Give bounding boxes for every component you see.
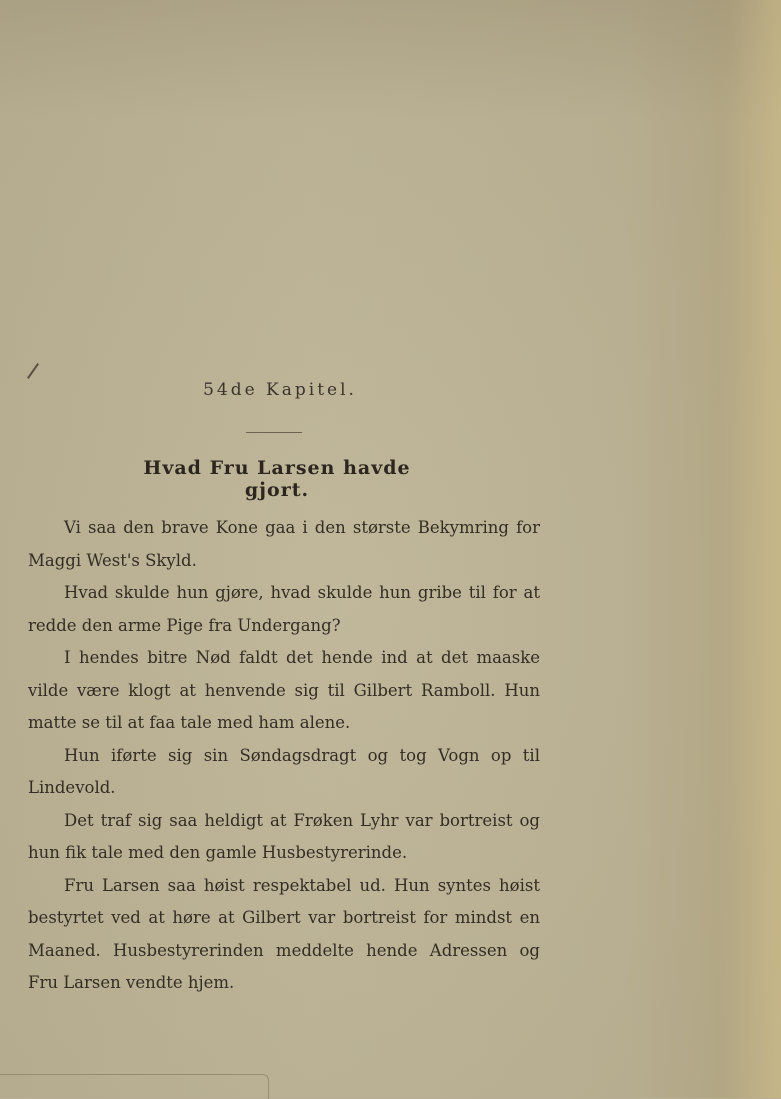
page-edge	[731, 0, 781, 1098]
paragraph: I hendes bitre Nød faldt det hende ind at det maaske vilde være klogt at henvende sig til Gilbert Ramboll. Hun matte se til at faa tale med ham alene.	[28, 648, 540, 732]
paragraph: Det traf sig saa heldigt at Frøken Lyhr var bortreist og hun fik tale med den gamle Husbestyrerinde.	[28, 810, 540, 862]
chapter-title: Hvad Fru Larsen havde gjort.	[143, 457, 411, 501]
paragraph: Hun iførte sig sin Søndagsdragt og tog Vogn op til Lindevold.	[28, 745, 540, 797]
paragraph: Vi saa den brave Kone gaa i den største Bekymring for Maggi West's Skyld.	[28, 518, 540, 570]
chapter-heading: 54de Kapitel.	[203, 380, 357, 400]
chapter-body	[28, 512, 540, 1000]
paragraph: Hvad skulde hun gjøre, hvad skulde hun gribe til for at redde den arme Pige fra Undergang?	[28, 583, 540, 635]
paper-stain	[0, 0, 781, 120]
chapter-divider	[246, 432, 302, 433]
paper-crease	[0, 1074, 269, 1099]
paragraph: Fru Larsen saa høist respektabel ud. Hun syntes høist bestyrtet ved at høre at Gilbert var bortreist for mindst en Maaned. Husbestyrerinden meddelte hende Adressen og Fru Larsen vendte hjem.	[28, 875, 540, 992]
margin-pencil-mark	[27, 363, 39, 379]
